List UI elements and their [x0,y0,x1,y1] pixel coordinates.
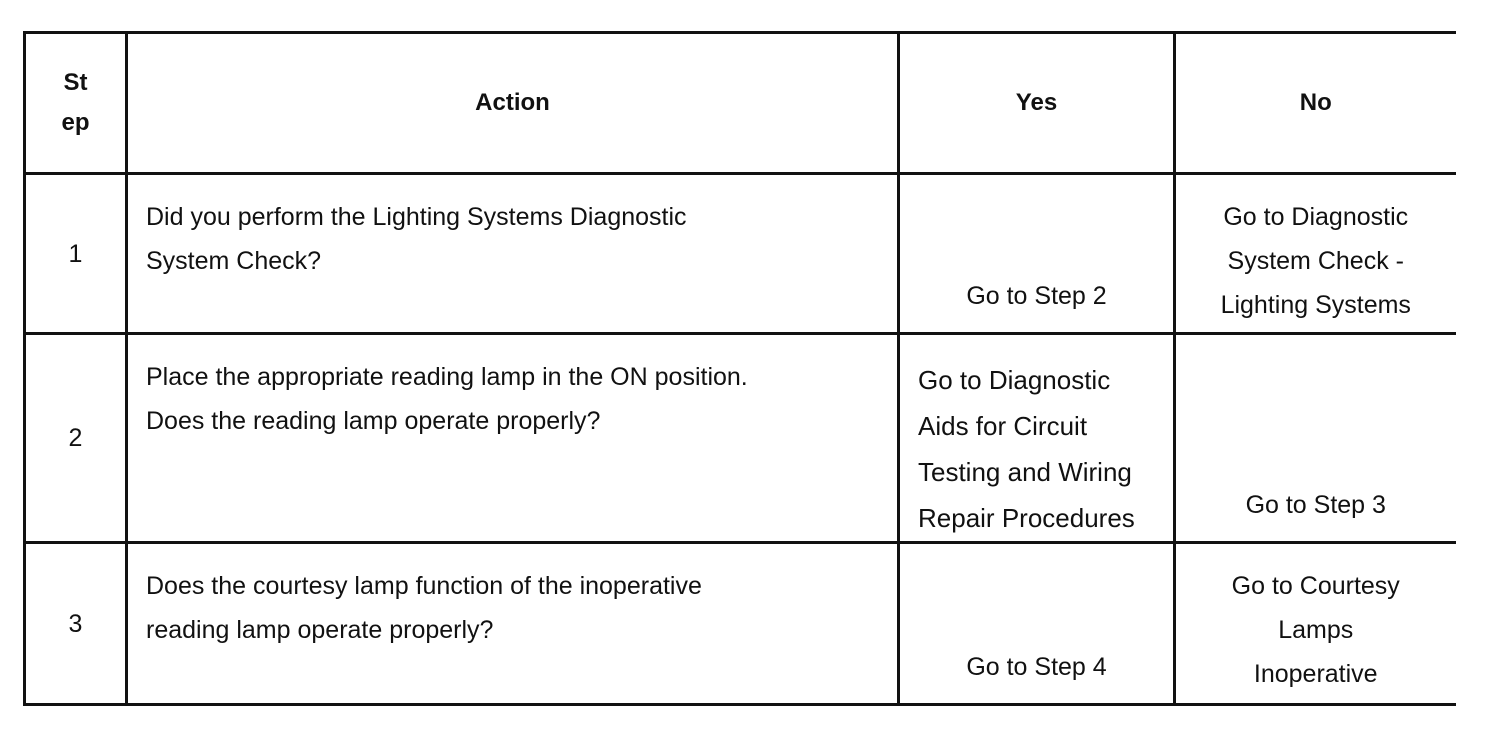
action-line: Place the appropriate reading lamp in the ON position. [146,363,748,391]
step-number: 2 [25,334,127,543]
no-cell [1175,174,1456,334]
table-row [25,334,1456,543]
header-step [25,33,127,174]
yes-cell [899,334,1175,543]
action-line: reading lamp operate properly? [146,616,494,644]
yes-line: Go to Step 4 [966,653,1107,681]
yes-line: Repair Procedures [918,503,1135,533]
header-yes: Yes [899,33,1175,174]
yes-cell [899,174,1175,334]
action-line: Did you perform the Lighting Systems Diagnostic [146,203,687,231]
no-line: Inoperative [1253,660,1378,688]
yes-line: Testing and Wiring [918,457,1132,487]
table-row [25,543,1456,705]
action-line: Does the reading lamp operate properly? [146,407,601,435]
no-line: Go to Step 3 [1245,491,1386,519]
action-cell [127,543,899,705]
header-action: Action [127,33,899,174]
no-cell [1175,543,1456,705]
table-row [25,174,1456,334]
no-line: Go to Diagnostic [1223,203,1409,231]
step-number: 3 [25,543,127,705]
header-step-line: ep [61,109,90,136]
yes-line: Go to Diagnostic [918,365,1111,395]
no-line: Go to Courtesy [1231,572,1400,600]
action-cell [127,334,899,543]
action-line: System Check? [146,247,322,275]
action-line: Does the courtesy lamp function of the inoperative [146,572,702,600]
no-line: System Check - [1227,247,1404,275]
yes-cell [899,543,1175,705]
no-cell [1175,334,1456,543]
table-header-row [25,33,1456,174]
yes-line: Go to Step 2 [966,282,1107,310]
no-line: Lighting Systems [1220,291,1411,319]
diagnostic-table [23,31,1456,706]
header-no: No [1175,33,1456,174]
header-step-line: St [63,69,88,96]
step-number: 1 [25,174,127,334]
action-cell [127,174,899,334]
no-line: Lamps [1278,616,1354,644]
yes-line: Aids for Circuit [918,411,1088,441]
